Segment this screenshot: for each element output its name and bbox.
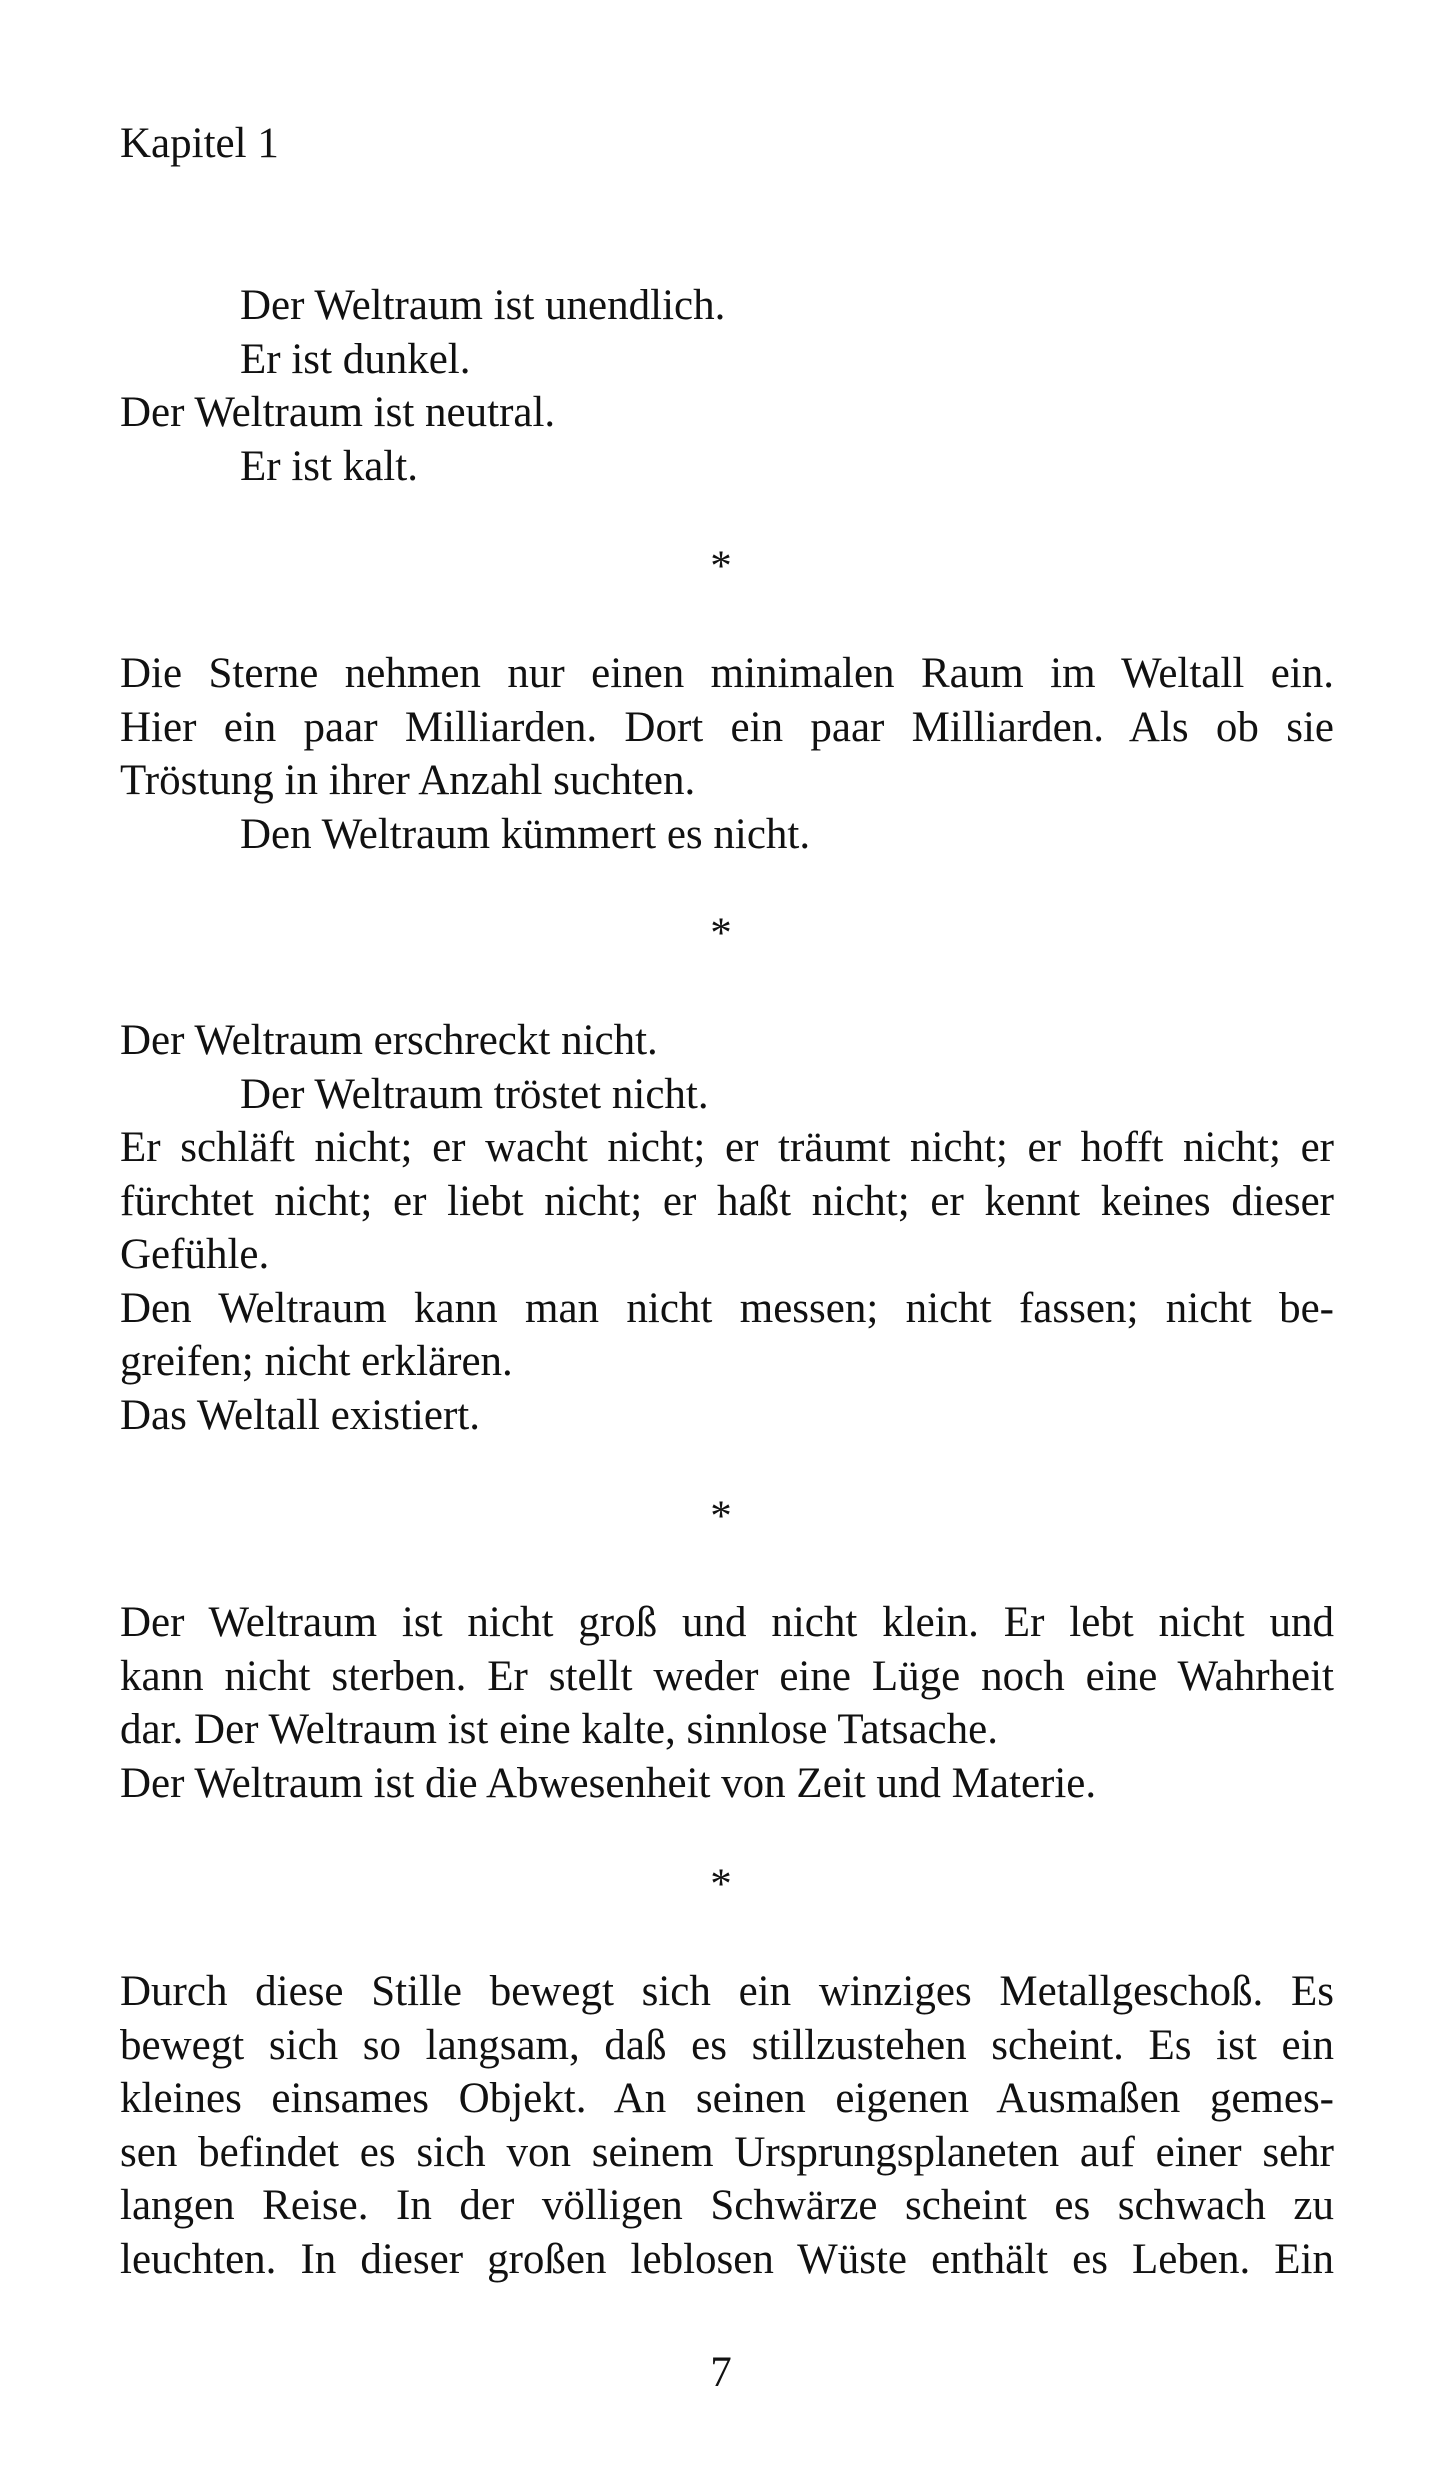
section-2 (120, 647, 1334, 861)
text-line: Der Weltraum ist unendlich. (240, 282, 726, 329)
text-line: Hier ein paar Milliarden. Dort ein paar Milliarden. Als ob sie (120, 703, 1334, 751)
section-1 (120, 279, 1334, 493)
text-line: Die Sterne nehmen nur einen minimalen Raum im Weltall ein. (120, 650, 1334, 697)
chapter-heading: Kapitel 1 (120, 120, 279, 167)
text-line: Das Weltall existiert. (120, 1391, 480, 1439)
text-line: Er schläft nicht; er wacht nicht; er träumt nicht; er hofft nicht; er (120, 1124, 1334, 1171)
text-line: Den Weltraum kümmert es nicht. (240, 810, 811, 858)
section-3 (120, 1014, 1334, 1442)
text-line: langen Reise. In der völligen Schwärze scheint es schwach zu (120, 2182, 1334, 2229)
text-line: Tröstung in ihrer Anzahl suchten. (120, 757, 696, 804)
page-number: 7 (710, 2349, 732, 2396)
section-5 (120, 1965, 1334, 2286)
text-line: Der Weltraum erschreckt nicht. (120, 1017, 658, 1064)
text-line: Er ist dunkel. (240, 335, 471, 383)
text-line: leuchten. In dieser großen leblosen Wüste enthält es Leben. Ein (120, 2235, 1334, 2283)
text-line: Der Weltraum ist die Abwesenheit von Zeit und Materie. (120, 1759, 1097, 1807)
text-line: bewegt sich so langsam, daß es stillzustehen scheint. Es ist ein (120, 2021, 1334, 2069)
section-separator-1: * (710, 543, 732, 590)
text-line: Den Weltraum kann man nicht messen; nicht fassen; nicht be- (120, 1284, 1334, 1332)
text-line: greifen; nicht erklären. (120, 1338, 513, 1385)
section-4 (120, 1596, 1334, 1810)
text-line: kleines einsames Objekt. An seinen eigenen Ausmaßen gemes- (120, 2075, 1334, 2122)
section-separator-2: * (710, 910, 732, 957)
text-line: Durch diese Stille bewegt sich ein winziges Metallgeschoß. Es (120, 1968, 1334, 2015)
text-line: fürchtet nicht; er liebt nicht; er haßt nicht; er kennt keines dieser (120, 1177, 1334, 1225)
text-line: dar. Der Weltraum ist eine kalte, sinnlose Tatsache. (120, 1706, 998, 1753)
text-line: Er ist kalt. (240, 442, 418, 490)
section-separator-4: * (710, 1861, 732, 1908)
text-line: kann nicht sterben. Er stellt weder eine Lüge noch eine Wahrheit (120, 1652, 1334, 1700)
text-line: Der Weltraum tröstet nicht. (240, 1070, 709, 1118)
text-line: sen befindet es sich von seinem Ursprungsplaneten auf einer sehr (120, 2128, 1334, 2176)
text-line: Gefühle. (120, 1231, 270, 1278)
text-line: Der Weltraum ist neutral. (120, 389, 556, 436)
section-separator-3: * (710, 1493, 732, 1540)
text-line: Der Weltraum ist nicht groß und nicht klein. Er lebt nicht und (120, 1599, 1334, 1646)
